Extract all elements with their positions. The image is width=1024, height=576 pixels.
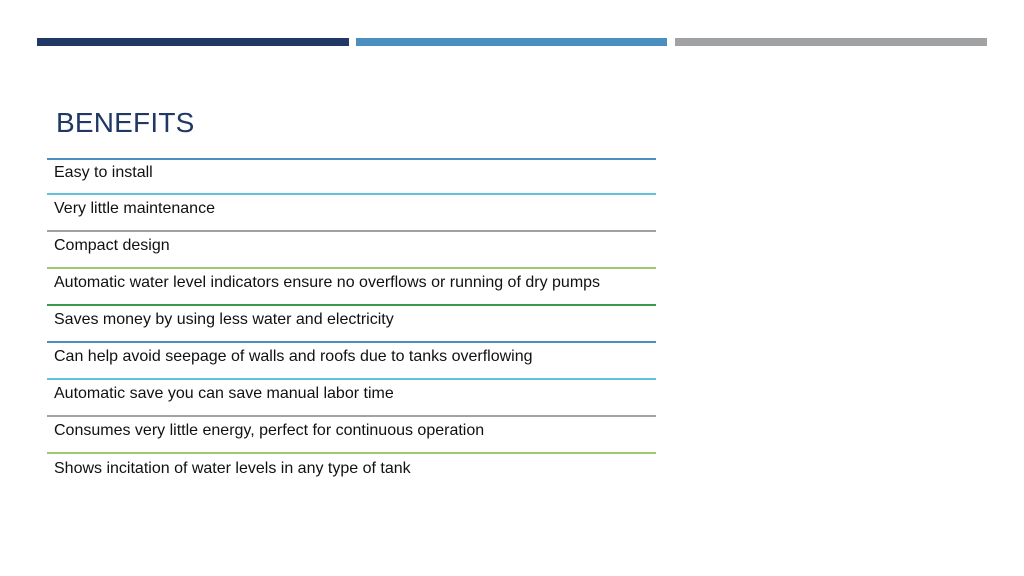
list-item-text: Saves money by using less water and electricity — [54, 310, 394, 328]
list-item — [47, 454, 656, 491]
list-item — [47, 269, 656, 306]
list-item — [47, 417, 656, 454]
list-item — [47, 380, 656, 417]
list-item — [47, 306, 656, 343]
list-item-text: Automatic save you can save manual labor time — [54, 384, 394, 402]
list-item — [47, 232, 656, 269]
list-item-text: Very little maintenance — [54, 199, 215, 217]
list-item-text: Consumes very little energy, perfect for continuous operation — [54, 421, 485, 439]
list-item — [47, 195, 656, 232]
list-item-text: Compact design — [54, 236, 170, 254]
page-title: BENEFITS — [56, 107, 195, 138]
header-bar-blue — [356, 38, 667, 46]
list-item-text: Can help avoid seepage of walls and roofs due to tanks overflowing — [54, 347, 533, 365]
benefits-list — [47, 158, 656, 491]
list-item — [47, 158, 656, 195]
header-bar-dark — [37, 38, 349, 46]
list-item — [47, 343, 656, 380]
list-item-text: Easy to install — [54, 163, 153, 181]
list-item-text: Shows incitation of water levels in any type of tank — [54, 459, 411, 477]
list-item-text: Automatic water level indicators ensure no overflows or running of dry pumps — [54, 273, 601, 291]
header-bar-gray — [675, 38, 987, 46]
